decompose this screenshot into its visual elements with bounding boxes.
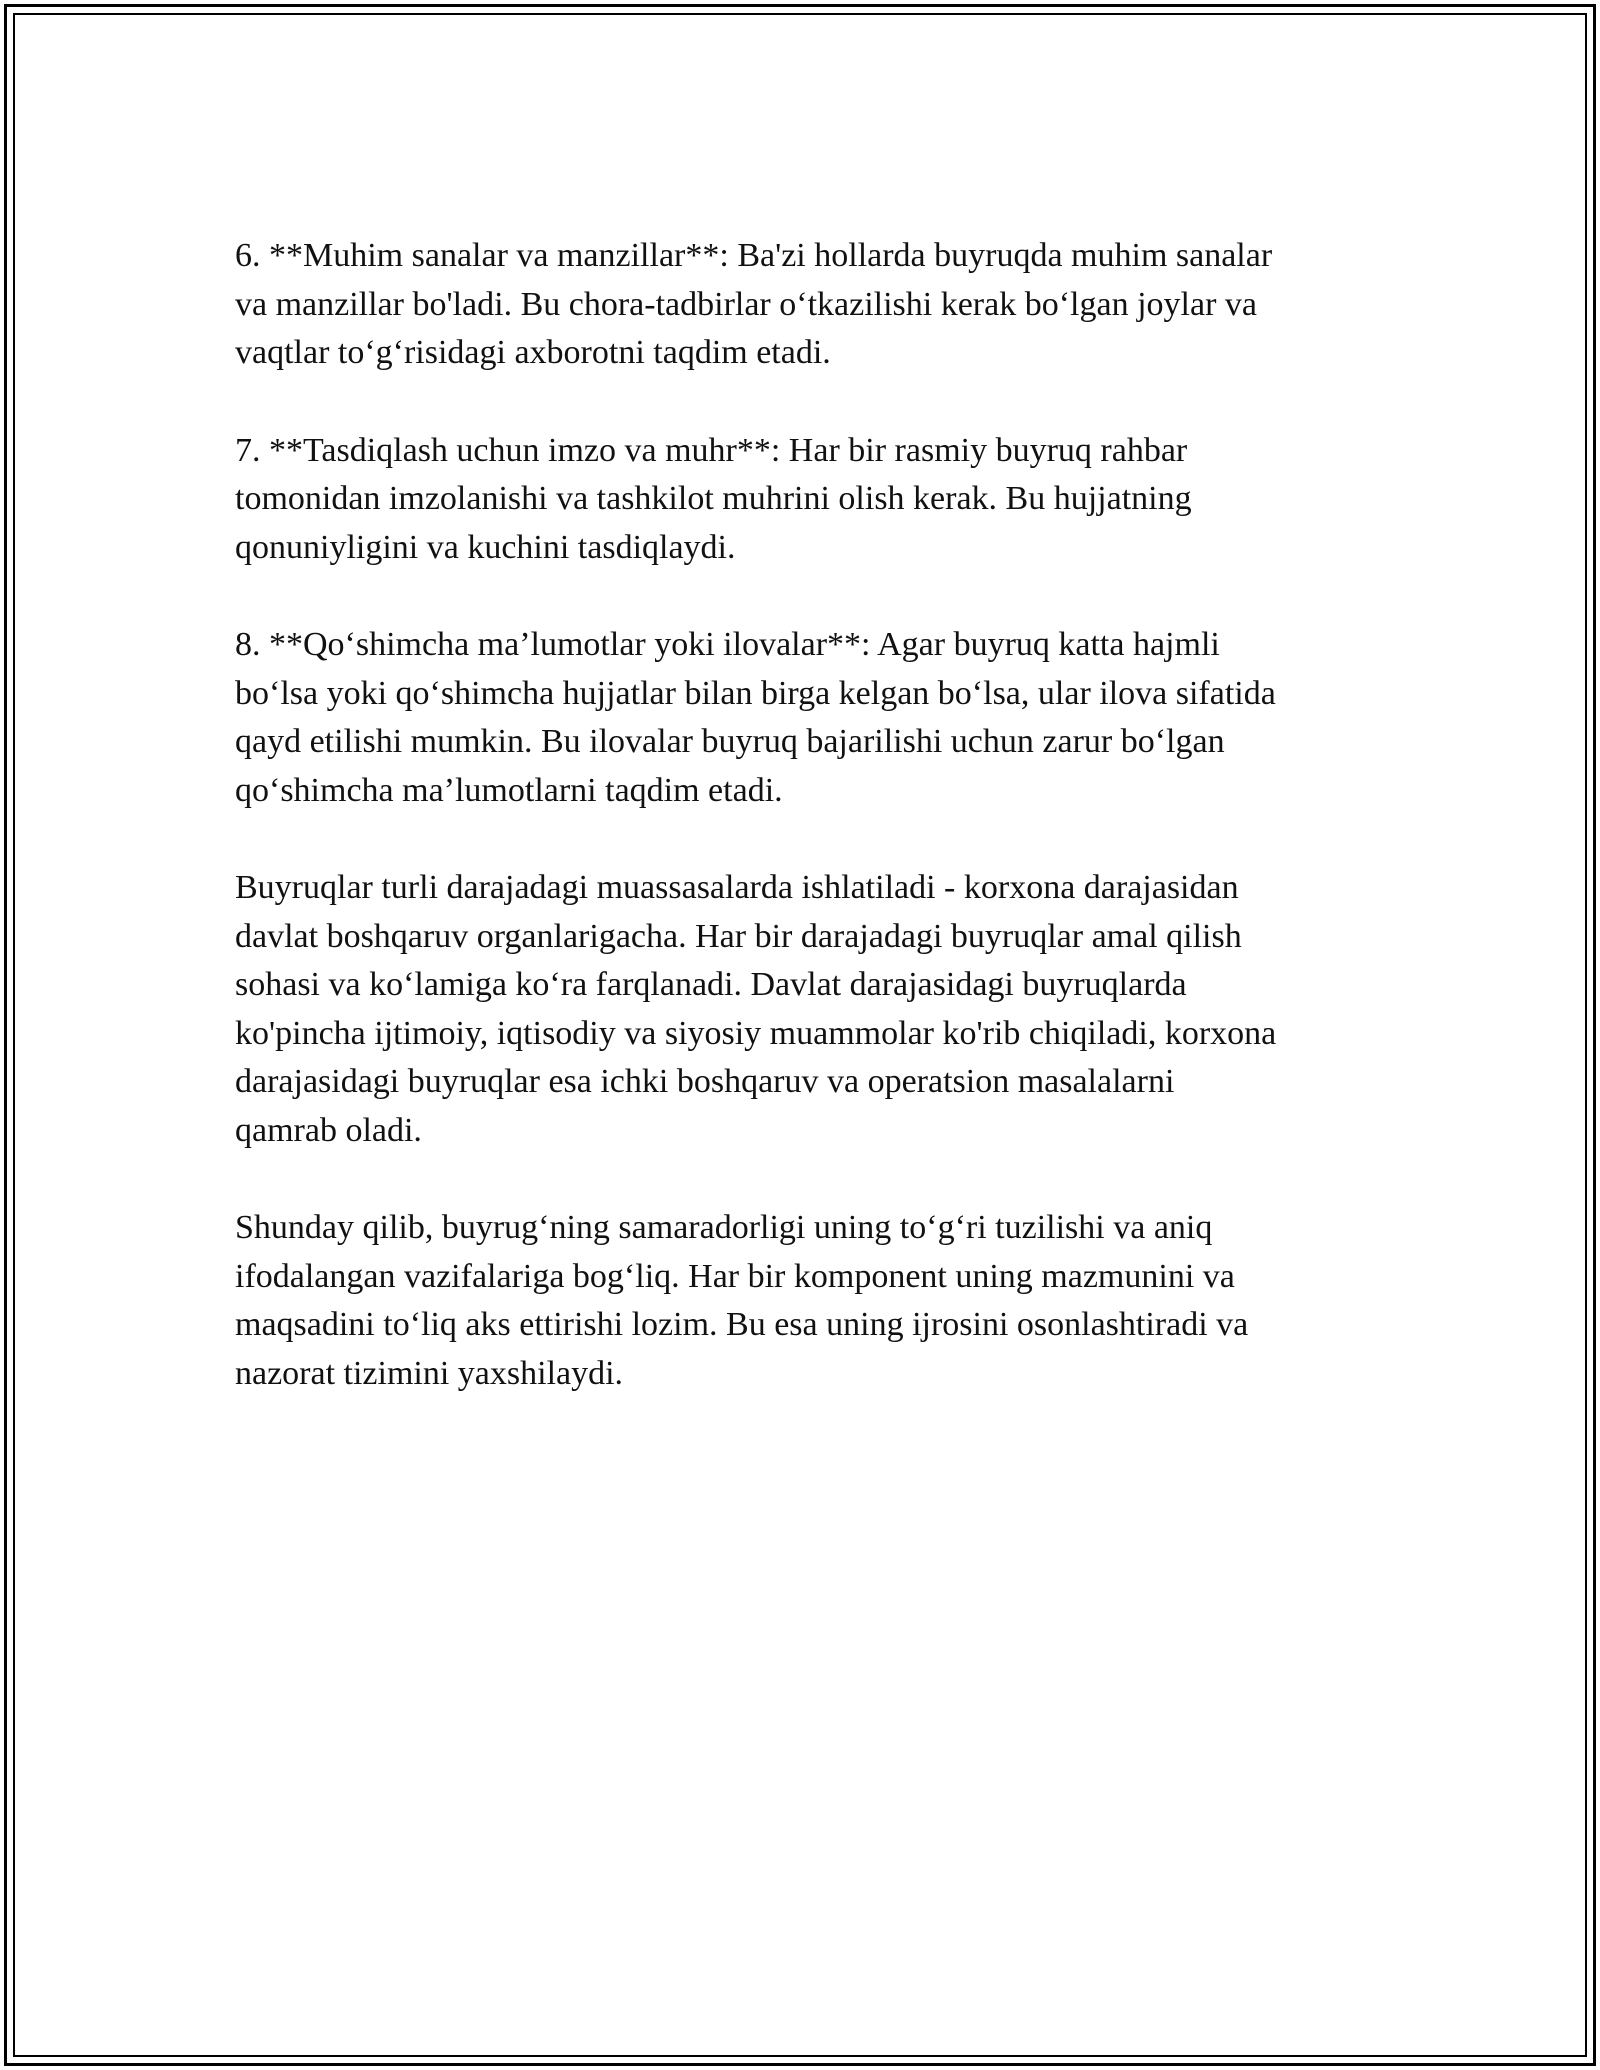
paragraph-item-7: 7. **Tasdiqlash uchun imzo va muhr**: Har bir rasmiy buyruq rahbar tomonidan imzolanishi va tashkilot muhrini olish kerak. Bu hujjatning qonuniyligini va kuchini tasdiqlaydi. <box>235 431 1192 566</box>
document-body <box>235 232 1385 1447</box>
paragraph-conclusion: Shunday qilib, buyrug‘ning samaradorligi uning to‘g‘ri tuzilishi va aniq ifodalangan vazifalariga bog‘liq. Har bir komponent uning mazmunini va maqsadini to‘liq aks ettirishi lozim. Bu esa uning ijrosini osonlashtiradi va nazorat tizimini yaxshilaydi. <box>235 1209 1249 1392</box>
paragraph-item-8: 8. **Qo‘shimcha ma’lumotlar yoki ilovalar**: Agar buyruq katta hajmli bo‘lsa yoki qo‘shimcha hujjatlar bilan birga kelgan bo‘lsa, ular ilova sifatida qayd etilishi mumkin. Bu ilovalar buyruq bajarilishi uchun zarur bo‘lgan qo‘shimcha ma’lumotlarni taqdim etadi. <box>235 626 1276 809</box>
paragraph-item-6: 6. **Muhim sanalar va manzillar**: Ba'zi hollarda buyruqda muhim sanalar va manzillar bo'ladi. Bu chora-tadbirlar o‘tkazilishi kerak bo‘lgan joylar va vaqtlar to‘g‘risidagi axborotni taqdim etadi. <box>235 237 1273 371</box>
paragraph-usage-levels: Buyruqlar turli darajadagi muassasalarda ishlatiladi - korxona darajasidan davlat boshqaruv organlarigacha. Har bir darajadagi buyruqlar amal qilish sohasi va ko‘lamiga ko‘ra farqlanadi. Davlat darajasidagi buyruqlarda ko'pincha ijtimoiy, iqtisodiy va siyosiy muammolar ko'rib chiqiladi, korxona darajasidagi buyruqlar esa ichki boshqaruv va operatsion masalalarni qamrab oladi. <box>235 869 1277 1149</box>
